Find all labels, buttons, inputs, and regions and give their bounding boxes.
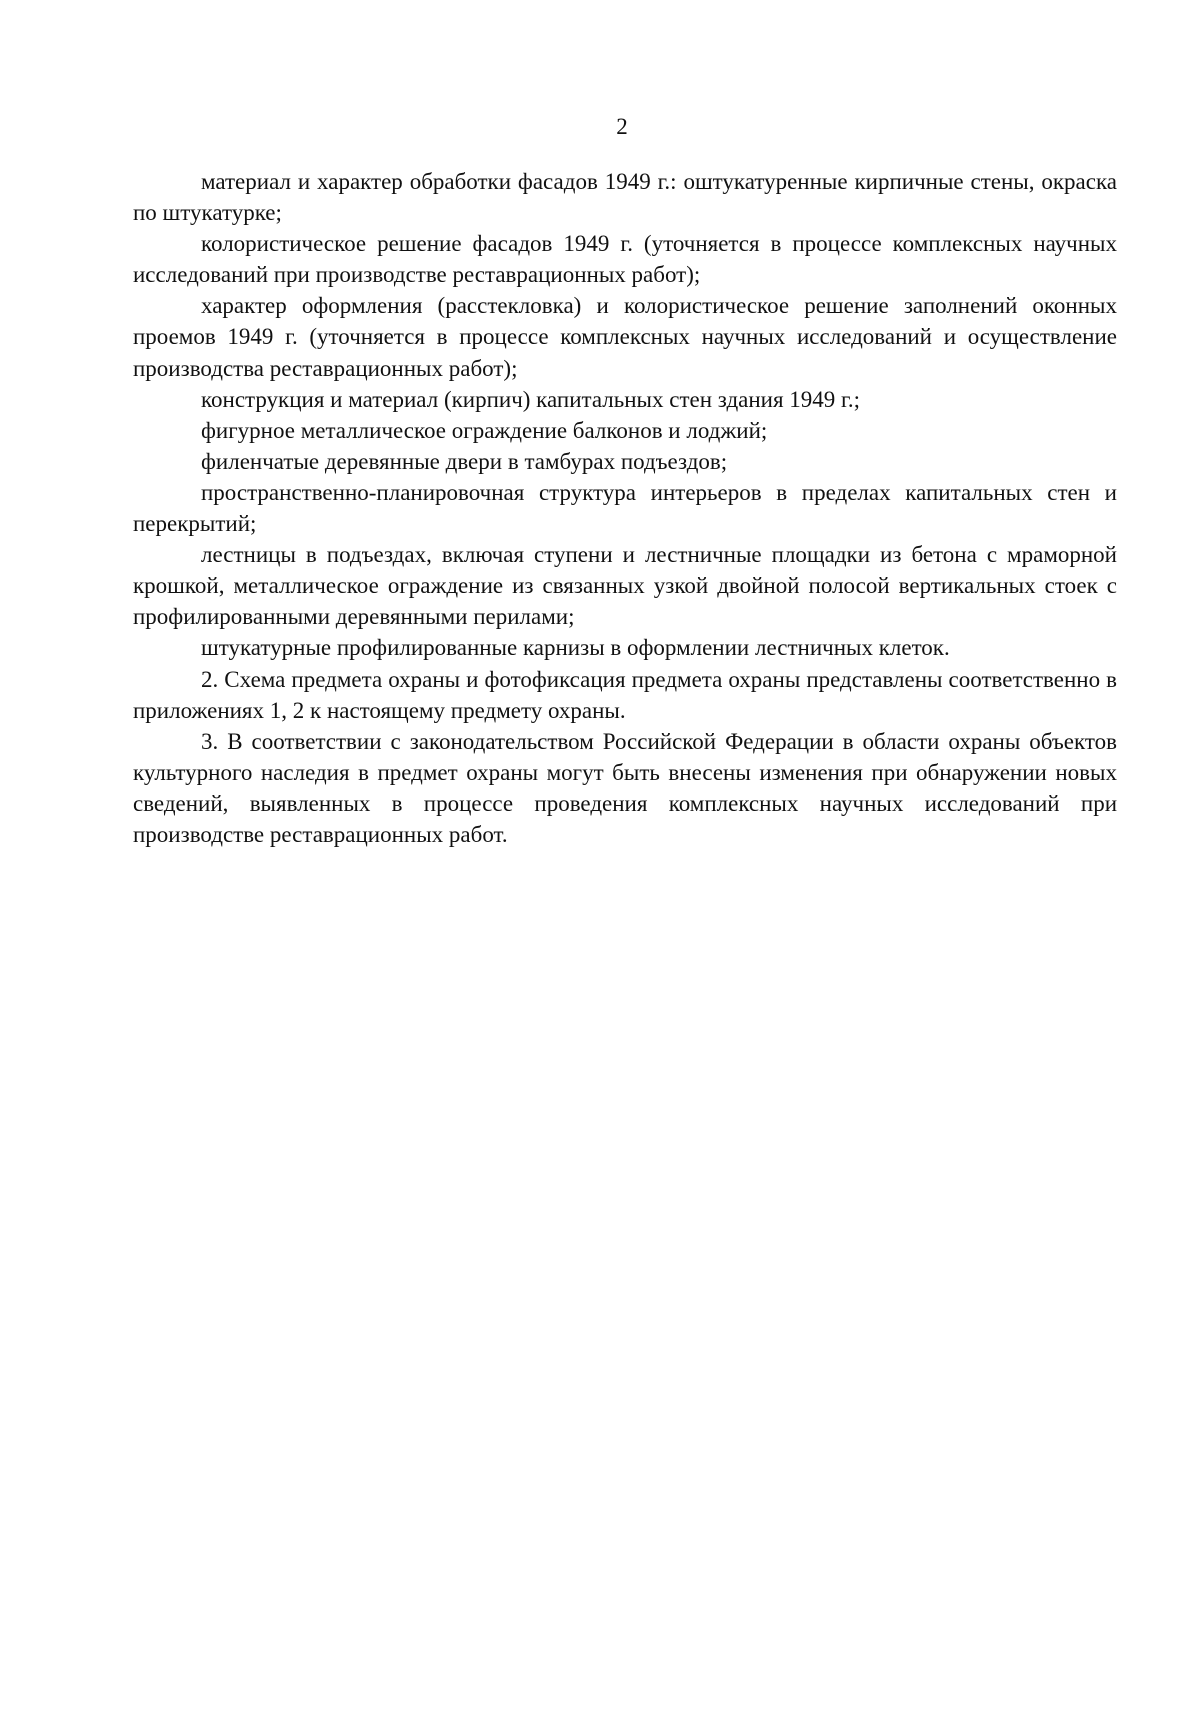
paragraph-balcony-railing: фигурное металлическое ограждение балконов и лоджий; [201, 417, 768, 443]
paragraph-entrance-doors: филенчатые деревянные двери в тамбурах подъездов; [201, 448, 728, 474]
document-body [133, 166, 1117, 850]
page-number: 2 [616, 114, 628, 139]
paragraph-staircases: лестницы в подъездах, включая ступени и лестничные площадки из бетона с мраморной крошкой, металлическое ограждение из связанных узкой двойной полосой вертикальных стоек с профилированными деревянными перилами; [133, 542, 1117, 630]
paragraph-facade-material: материал и характер обработки фасадов 1949 г.: оштукатуренные кирпичные стены, окраска по штукатурке; [133, 169, 1117, 226]
paragraph-facade-color: колористическое решение фасадов 1949 г. (уточняется в процессе комплексных научных исследований при производстве реставрационных работ); [133, 231, 1117, 288]
paragraph-wall-construction: конструкция и материал (кирпич) капитальных стен здания 1949 г.; [201, 386, 861, 412]
paragraph-window-design: характер оформления (расстекловка) и колористическое решение заполнений оконных проемов 1949 г. (уточняется в процессе комплексных научных исследований и осуществление производства реставрационных работ); [133, 293, 1117, 381]
paragraph-interior-layout: пространственно-планировочная структура интерьеров в пределах капитальных стен и перекрытий; [133, 479, 1117, 537]
paragraph-cornices: штукатурные профилированные карнизы в оформлении лестничных клеток. [201, 635, 950, 661]
paragraph-item-2: 2. Схема предмета охраны и фотофиксация предмета охраны представлены соответственно в приложениях 1, 2 к настоящему предмету охраны. [133, 666, 1117, 723]
paragraph-item-3: 3. В соответствии с законодательством Российской Федерации в области охраны объектов культурного наследия в предмет охраны могут быть внесены изменения при обнаружении новых сведений, выявленных в процессе проведения комплексных научных исследований при производстве реставрационных работ. [133, 728, 1117, 847]
